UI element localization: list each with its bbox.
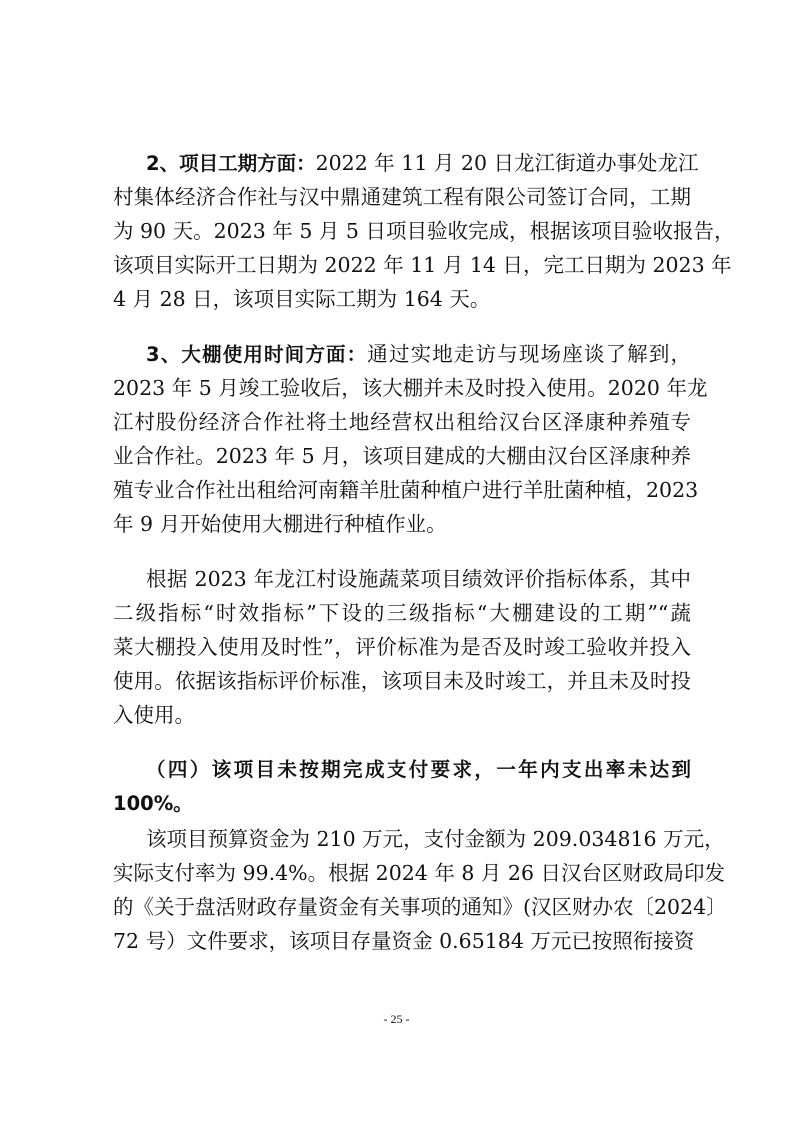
paragraph-project-period-line: 村集体经济合作社与汉中鼎通建筑工程有限公司签订合同，工期 [113, 185, 691, 209]
paragraph-evaluation-standard-line: 入使用。 [113, 703, 195, 727]
paragraph-project-period-line: 为 90 天。2023 年 5 月 5 日项目验收完成，根据该项目验收报告， [113, 219, 735, 243]
paragraph-project-period-line [146, 146, 699, 180]
paragraph-budget-payment-line: 的《关于盘活财政存量资金有关事项的通知》(汉区财办农〔2024〕 [113, 895, 727, 919]
inline-heading: 2、项目工期方面： [146, 152, 316, 175]
paragraph-evaluation-standard-line: 使用。依据该指标评价标准，该项目未及时竣工，并且未及时投 [113, 669, 691, 693]
paragraph-budget-payment-line: 该项目预算资金为 210 万元，支付金额为 209.034816 万元， [146, 827, 725, 851]
paragraph-evaluation-standard-line: 根据 2023 年龙江村设施蔬菜项目绩效评价指标体系，其中 [146, 567, 691, 591]
paragraph-greenhouse-usage-line: 江村股份经济合作社将土地经营权出租给汉台区泽康种养殖专 [113, 410, 691, 434]
paragraph-evaluation-standard-line: 二级指标“时效指标”下设的三级指标“大棚建设的工期”“蔬 [113, 601, 691, 625]
paragraph-greenhouse-usage-line: 2023 年 5 月竣工验收后，该大棚并未及时投入使用。2020 年龙 [113, 376, 708, 400]
section-heading-4-line: 100%。 [113, 792, 193, 815]
paragraph-budget-payment-line: 72 号）文件要求，该项目存量资金 0.65184 万元已按照衔接资 [113, 929, 695, 953]
paragraph-greenhouse-usage-line: 业合作社。2023 年 5 月，该项目建成的大棚由汉台区泽康种养 [113, 444, 691, 468]
page-number: - 25 - [383, 1012, 410, 1026]
section-heading-4-line: （四）该项目未按期完成支付要求，一年内支出率未达到 [146, 758, 691, 781]
inline-heading: 3、大棚使用时间方面： [146, 343, 368, 366]
line-text: 2022 年 11 月 20 日龙江街道办事处龙江 [315, 151, 699, 175]
paragraph-project-period-line: 该项目实际开工日期为 2022 年 11 月 14 日，完工日期为 2023 年 [113, 253, 732, 277]
paragraph-project-period-line: 4 月 28 日，该项目实际工期为 164 天。 [113, 287, 491, 311]
line-text: 通过实地走访与现场座谈了解到， [367, 342, 691, 366]
paragraph-greenhouse-usage-line: 年 9 月开始使用大棚进行种植作业。 [113, 512, 447, 536]
paragraph-evaluation-standard-line: 菜大棚投入使用及时性”，评价标准为是否及时竣工验收并投入 [113, 635, 691, 659]
paragraph-greenhouse-usage-line [146, 337, 691, 371]
paragraph-budget-payment-line: 实际支付率为 99.4%。根据 2024 年 8 月 26 日汉台区财政局印发 [113, 861, 726, 885]
paragraph-greenhouse-usage-line: 殖专业合作社出租给河南籍羊肚菌种植户进行羊肚菌种植，2023 [113, 478, 699, 502]
